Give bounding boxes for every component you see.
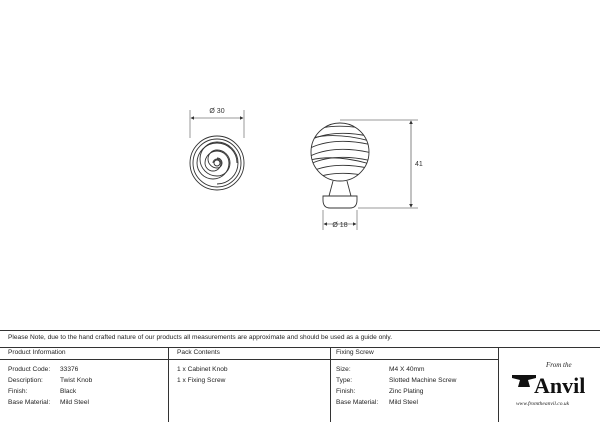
product-info-heading: Product Information: [8, 349, 66, 356]
base-material-value: Mild Steel: [60, 399, 89, 406]
screw-size-label: Size:: [336, 366, 351, 373]
screw-material-label: Base Material:: [336, 399, 379, 406]
table-header-top: [0, 347, 600, 348]
side-view: [308, 120, 418, 230]
base-diameter-label: Ø 18: [332, 222, 348, 229]
fixing-screw-heading: Fixing Screw: [336, 349, 374, 356]
pack-item: 1 x Cabinet Knob: [177, 366, 228, 373]
description-value: Twist Knob: [60, 377, 93, 384]
screw-finish-label: Finish:: [336, 388, 356, 395]
table-top-border: [0, 330, 600, 331]
pack-contents-heading: Pack Contents: [177, 349, 220, 356]
finish-label: Finish:: [8, 388, 28, 395]
svg-text:www.fromtheanvil.co.uk: www.fromtheanvil.co.uk: [516, 401, 570, 407]
top-diameter-label: Ø 30: [209, 108, 225, 115]
column-divider-2: [330, 347, 331, 422]
svg-text:Anvil: Anvil: [534, 373, 586, 398]
screw-material-value: Mild Steel: [389, 399, 418, 406]
pack-item: 1 x Fixing Screw: [177, 377, 226, 384]
description-label: Description:: [8, 377, 43, 384]
height-label: 41: [415, 161, 423, 168]
screw-finish-value: Zinc Plating: [389, 388, 424, 395]
product-code-label: Product Code:: [8, 366, 51, 373]
finish-value: Black: [60, 388, 77, 395]
disclaimer-note: Please Note, due to the hand crafted nature of our products all measurements are approximate and should be used as a guide only.: [8, 334, 393, 341]
base-material-label: Base Material:: [8, 399, 51, 406]
column-divider-3: [498, 347, 499, 422]
table-header-bottom: [0, 359, 498, 360]
product-code-value: 33376: [60, 366, 79, 373]
screw-size-value: M4 X 40mm: [389, 366, 425, 373]
svg-text:From the: From the: [546, 361, 572, 369]
top-view: [190, 110, 244, 190]
from-the-anvil-logo: [506, 355, 596, 417]
screw-type-value: Slotted Machine Screw: [389, 377, 457, 384]
column-divider-1: [168, 347, 169, 422]
screw-type-label: Type:: [336, 377, 353, 384]
